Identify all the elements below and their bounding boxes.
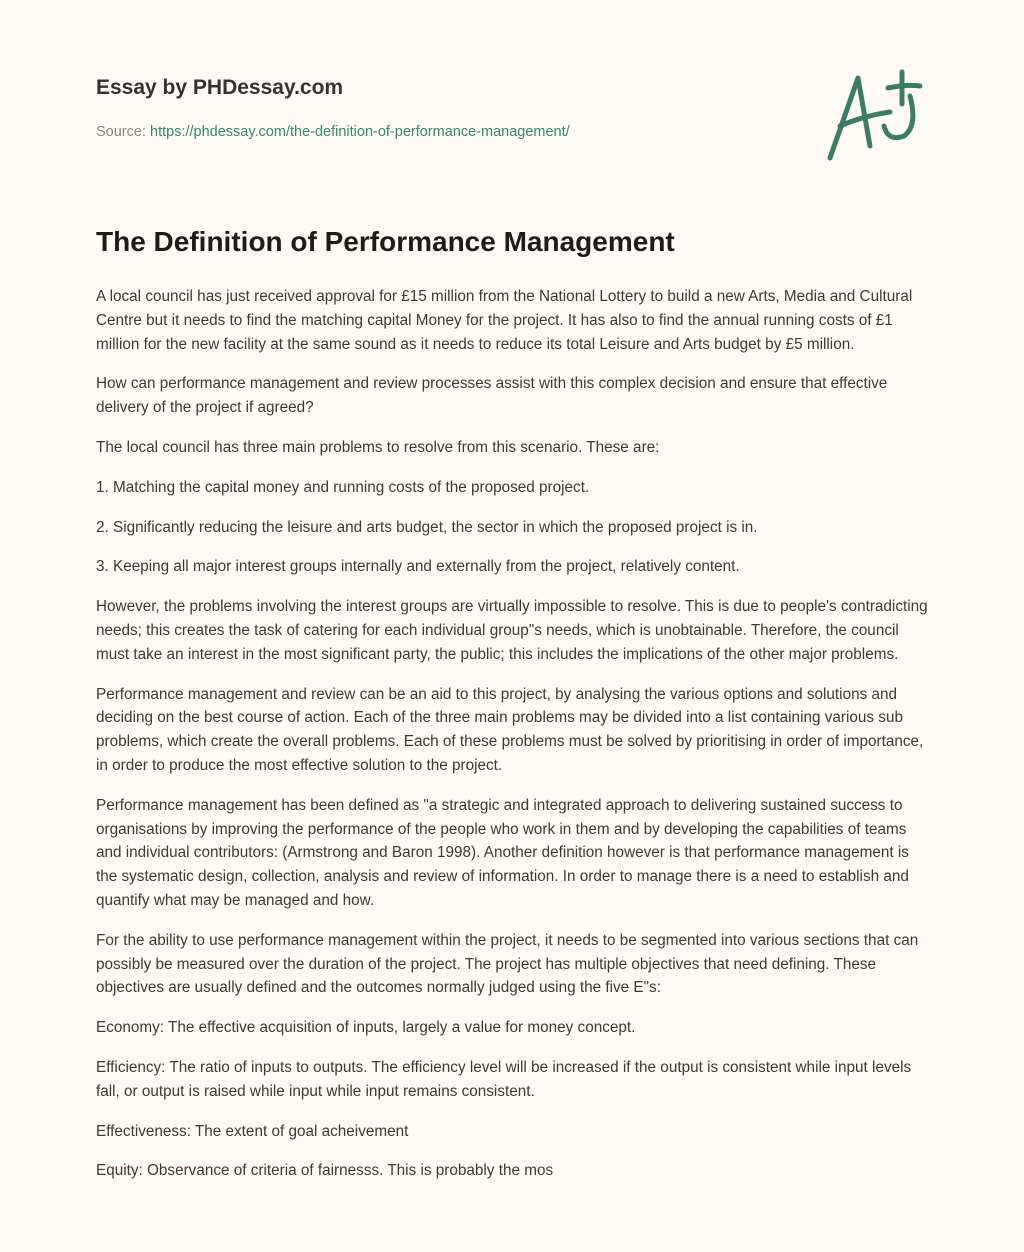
paragraph: However, the problems involving the interest groups are virtually impossible to resolve. This is due to people's contradicting needs; this creates the task of catering for each individual group"s needs, which is unobtainable. Therefore, the council must take an interest in the most significant party, the public; this includes the implications of the other major problems. xyxy=(96,598,928,663)
paragraph: For the ability to use performance management within the project, it needs to be segmented into various sections that can possibly be measured over the duration of the project. The project has multiple objectives that need defining. These objectives are usually defined and the outcomes normally judged using the five E"s: xyxy=(96,931,919,997)
list-item: 3. Keeping all major interest groups internally and externally from the project, relatively content. xyxy=(96,558,740,576)
source-label: Source: xyxy=(96,124,146,140)
paragraph: Performance management has been defined as "a strategic and integrated approach to delivering sustained success to organisations by improving the performance of the people who work in them and by developing the capabilities of teams and individual contributors: (Armstrong and Baron 1998). Another definition however is that performance management is the systematic design, collection, analysis and review of information. In order to manage there is a need to establish and quantify what may be managed and how. xyxy=(96,796,909,909)
list-item: 2. Significantly reducing the leisure and arts budget, the sector in which the proposed project is in. xyxy=(96,518,758,536)
paragraph: How can performance management and review processes assist with this complex decision and ensure that effective delivery of the project if agreed? xyxy=(96,375,888,417)
essay-body xyxy=(96,285,928,1199)
paragraph: A local council has just received approval for £15 million from the National Lottery to build a new Arts, Media and Cultural Centre but it needs to find the matching capital Money for the project. It has also to find the annual running costs of £1 million for the new facility at the same sound as it needs to reduce its total Leisure and Arts budget by £5 million. xyxy=(96,288,913,353)
list-item: 1. Matching the capital money and running costs of the proposed project. xyxy=(96,478,590,496)
paragraph: Efficiency: The ratio of inputs to outputs. The efficiency level will be increased if the output is consistent while input levels fall, or output is raised while input while input remains consistent. xyxy=(96,1058,912,1100)
paragraph: The local council has three main problems to resolve from this scenario. These are: xyxy=(96,438,660,456)
essay-title: The Definition of Performance Management xyxy=(96,226,675,257)
source-link[interactable]: https://phdessay.com/the-definition-of-performance-management/ xyxy=(150,124,570,140)
site-brand: Essay by PHDessay.com xyxy=(96,76,344,99)
paragraph: Economy: The effective acquisition of inputs, largely a value for money concept. xyxy=(96,1019,636,1037)
paragraph: Performance management and review can be an aid to this project, by analysing the various options and solutions and deciding on the best course of action. Each of the three main problems may be divided into a list containing various sub problems, which create the overall problems. Each of these problems must be solved by prioritising in order of importance, in order to produce the most effective solution to the project. xyxy=(96,685,924,774)
paragraph: Equity: Observance of criteria of fairnesss. This is probably the mos xyxy=(96,1162,554,1180)
a-plus-logo-icon xyxy=(818,66,928,166)
source-line xyxy=(96,124,570,140)
paragraph: Effectiveness: The extent of goal acheivement xyxy=(96,1122,409,1140)
